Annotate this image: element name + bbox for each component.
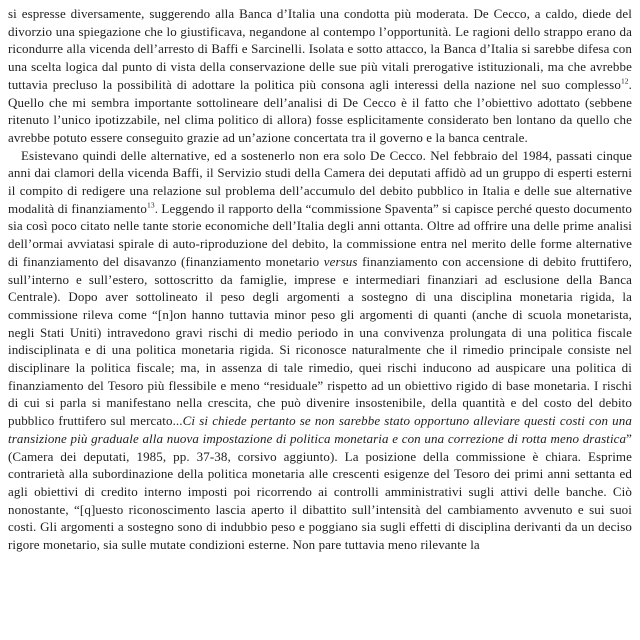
paragraph-1 bbox=[8, 5, 632, 147]
footnote-ref: 13 bbox=[146, 200, 155, 210]
italic-segment: versus bbox=[323, 253, 358, 269]
text-segment: ” (Camera dei deputati, 1985, pp. 37-38, corsivo aggiunto). La posizione della commissione è chiara. Esprime contrarietà alla subordinazione della politica monetaria alle crescenti esigenze del Tesoro dei primi anni settanta ed agli obiettivi di credito interno imposti poi ricorrendo ai controlli amministrativi sugli attivi delle banche. Ciò nonostante, “[q]uesto riconoscimento lascia aperto il dibattito sull’intensità del cambiamento avvenuto e sui suoi costi. Gli argomenti a sostegno sono di indubbio peso e poggiano sia sugli effetti di disciplina derivanti da un deciso rigore monetario, sia sulle mutate condizioni esterne. Non pare tuttavia meno rilevante la bbox=[8, 430, 632, 553]
paragraph-2 bbox=[8, 147, 632, 554]
text-segment: Esistevano quindi delle alternative, ed a sostenerlo non era solo De Cecco. Nel febbraio del 1984, passati cinque anni dai clamori della vicenda Baffi, il Servizio studi della Camera dei deputati affidò ad un gruppo di esperti esterni il compito di redigere una relazione sul problema dell’accumulo del debito pubblico in Italia e delle sue alternative modalità di finanziamento bbox=[8, 147, 632, 216]
text-segment: . Quello che mi sembra importante sottolineare dell’analisi di De Cecco è il fatto che l’obiettivo adottato (sebbene ritenuto l’unico ipotizzabile, nel clima politico di allora) fosse esplicitamente considerato ben lontano da quello che avrebbe potuto essere conseguito grazie ad un’azione concertata tra il governo e la banca centrale. bbox=[8, 76, 632, 145]
footnote-ref: 12 bbox=[620, 76, 629, 86]
text-segment: finanziamento con accensione di debito fruttifero, sull’interno e sull’estero, sottoscritto da famiglie, imprese e intermediari finanziari ad esclusione della Banca Centrale). Dopo aver sottolineato il peso degli argomenti a sostegno di una disciplina monetaria rigida, la commissione rileva come “[n]on hanno tuttavia minor peso gli argomenti di quanti (anche di scuola monetarista, negli Stati Uniti) intravedono gravi rischi di medio periodo in una convivenza prolungata di una politica fiscale indisciplinata e di una politica monetaria rigida. Si riconosce naturalmente che il rimedio principale consiste nel disciplinare la politica fiscale; ma, in assenza di tale rimedio, quei rischi inducono ad auspicare una politica di finanziamento del Tesoro più flessibile e meno “residuale” rispetto ad un obiettivo rigido di base monetaria. I rischi di cui si parla si manifestano nella crescita, che può divenire insostenibile, della quantità e del costo del debito pubblico fruttifero sul mercato... bbox=[8, 253, 632, 429]
text-segment: . Leggendo il rapporto della “commissione Spaventa” si capisce perché questo documento sia così poco citato nelle tante storie economiche dell’Italia degli anni ottanta. Oltre ad offrire una delle prime analisi dell’ormai avviatasi spirale di auto-riproduzione del debito, la commissione entra nel merito delle forme alternative di finanziamento del disavanzo (finanziamento monetario bbox=[8, 200, 632, 269]
italic-segment: Ci si chiede pertanto se non sarebbe stato opportuno alleviare questi costi con una transizione più graduale alla nuova impostazione di politica monetaria e con una correzione di rotta meno drastica bbox=[8, 413, 632, 446]
text-segment: si espresse diversamente, suggerendo alla Banca d’Italia una condotta più moderata. De Cecco, a caldo, diede del divorzio una spiegazione che lo giustificava, negandone al contempo l’opportunità. Le ragioni dello strappo erano da ricondurre alla vicenda dell’arresto di Baffi e Sarcinelli. Isolata e sotto attacco, la Banca d’Italia si sarebbe difesa con una scelta logica dal punto di vista della conservazione delle sue più vitali prerogative istituzionali, ma che avrebbe tuttavia precluso la possibilità di adottare la politica più consona agli interessi della nazione nel suo complesso bbox=[8, 6, 632, 92]
